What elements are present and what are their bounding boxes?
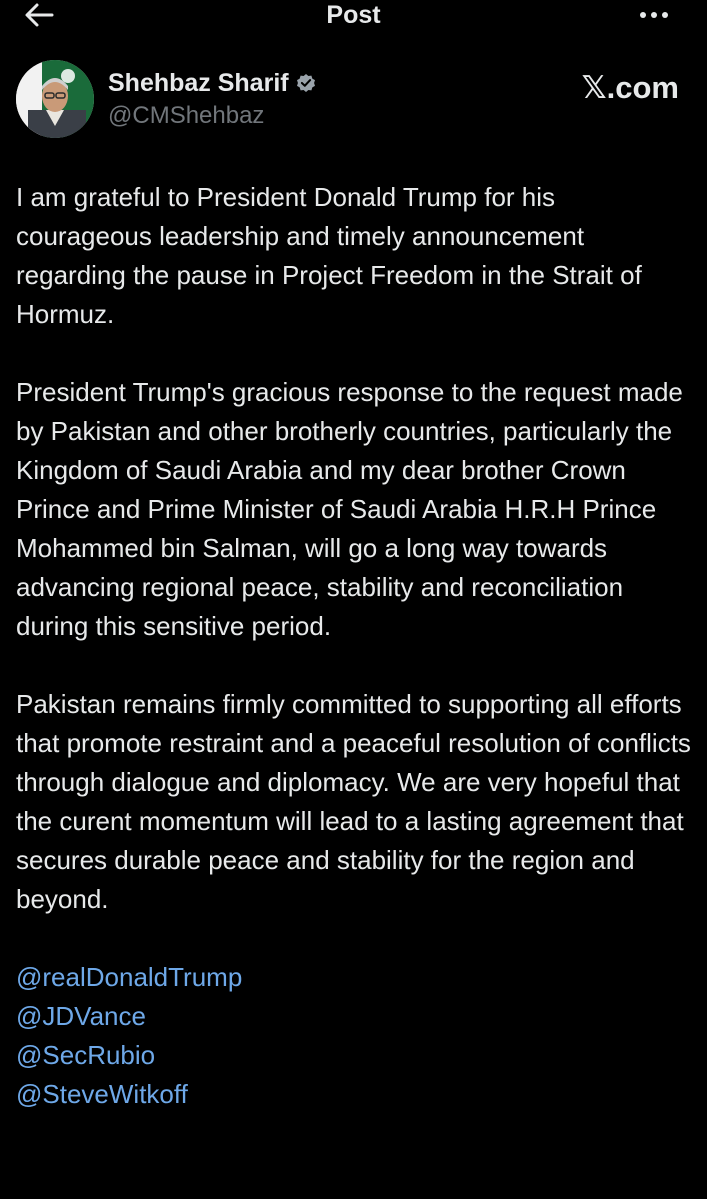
post-paragraph-1: I am grateful to President Donald Trump for his courageous leadership and timely announcement regarding the pause in Project Freedom in the Strait of Hormuz.	[16, 182, 642, 329]
post-paragraph-2: President Trump's gracious response to the request made by Pakistan and other brotherly countries, particularly the Kingdom of Saudi Arabia and my dear brother Crown Prince and Prime Minister of Saudi Arabia H.R.H Prince Mohammed bin Salman, will go a long way towards advancing regional peace, stability and reconciliation during this sensitive period.	[16, 377, 683, 641]
x-com-watermark: 𝕏.com	[581, 70, 679, 105]
mention-link[interactable]: @SecRubio	[16, 1040, 156, 1070]
mentions-list	[16, 958, 698, 1114]
post-body	[16, 178, 698, 1114]
mention-link[interactable]: @JDVance	[16, 1001, 146, 1031]
name-row	[108, 67, 317, 99]
verified-badge-icon	[295, 72, 317, 94]
display-name[interactable]: Shehbaz Sharif	[108, 69, 289, 97]
more-options-button[interactable]	[637, 0, 671, 30]
profile-photo	[16, 60, 94, 138]
page-title: Post	[326, 1, 381, 29]
post-paragraph-3: Pakistan remains firmly committed to supporting all efforts that promote restraint and a peaceful resolution of conflicts through dialogue and diplomacy. We are very hopeful that the curent momentum will lead to a lasting agreement that secures durable peace and stability for the region and beyond.	[16, 689, 691, 914]
mention-link[interactable]: @SteveWitkoff	[16, 1079, 188, 1109]
top-bar	[0, 0, 707, 30]
post-header	[0, 60, 707, 140]
more-horizontal-icon	[639, 11, 669, 19]
mention-link[interactable]: @realDonaldTrump	[16, 962, 243, 992]
avatar[interactable]	[16, 60, 94, 138]
user-handle[interactable]: @CMShehbaz	[108, 102, 265, 129]
